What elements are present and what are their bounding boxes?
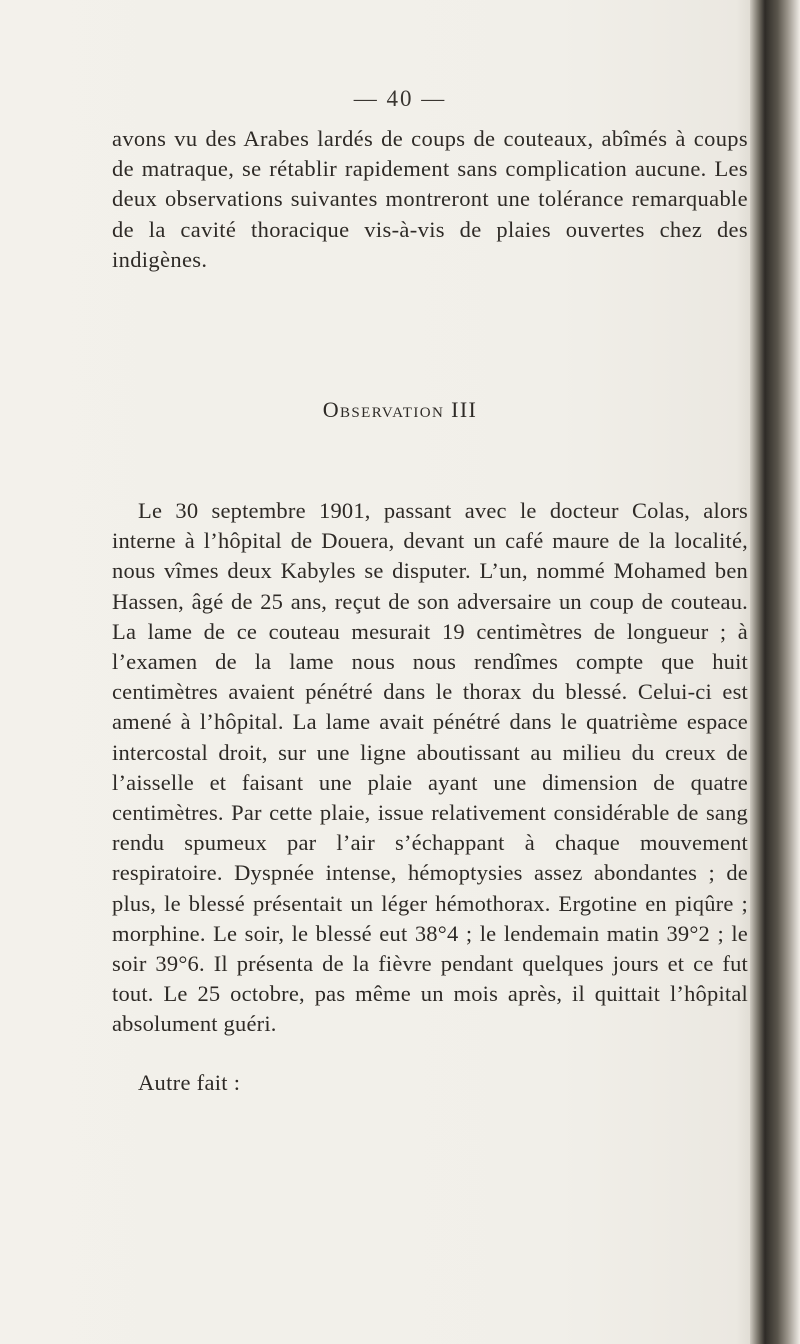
intro-paragraph: avons vu des Arabes lardés de coups de couteaux, abîmés à coups de matraque, se rétablir rapidement sans complication aucune. Les deux observations suivantes montreront une tolérance remarquable de la cavité thoracique vis-à-vis de plaies ouvertes chez des indigènes.	[112, 126, 748, 272]
section-heading: Observation III	[322, 397, 478, 422]
page-number: — 40 —	[353, 86, 447, 111]
book-binding-edge	[750, 0, 800, 1344]
trailer-text: Autre fait :	[138, 1070, 241, 1095]
observation-paragraph: Le 30 septembre 1901, passant avec le docteur Colas, alors interne à l’hôpital de Douera, devant un café maure de la localité, nous vîmes deux Kabyles se disputer. L’un, nommé Mohamed ben Hassen, âgé de 25 ans, reçut de son adversaire un coup de couteau. La lame de ce couteau mesurait 19 centimètres de longueur ; à l’examen de la lame nous nous rendîmes compte que huit centimètres avaient pénétré dans le thorax du blessé. Celui-ci est amené à l’hôpital. La lame avait pénétré dans le quatrième espace intercostal droit, sur une ligne aboutissant au milieu du creux de l’aisselle et faisant une plaie ayant une dimension de quatre centimètres. Par cette plaie, issue relativement considérable de sang rendu spumeux par l’air s’échappant à chaque mouvement respiratoire. Dyspnée intense, hémoptysies assez abondantes ; de plus, le blessé présentait un léger hémothorax. Ergotine en piqûre ; morphine. Le soir, le blessé eut 38°4 ; le lendemain matin 39°2 ; le soir 39°6. Il présenta de la fièvre pendant quelques jours et ce fut tout. Le 25 octobre, pas même un mois après, il quittait l’hôpital absolument guéri.	[112, 498, 748, 1037]
